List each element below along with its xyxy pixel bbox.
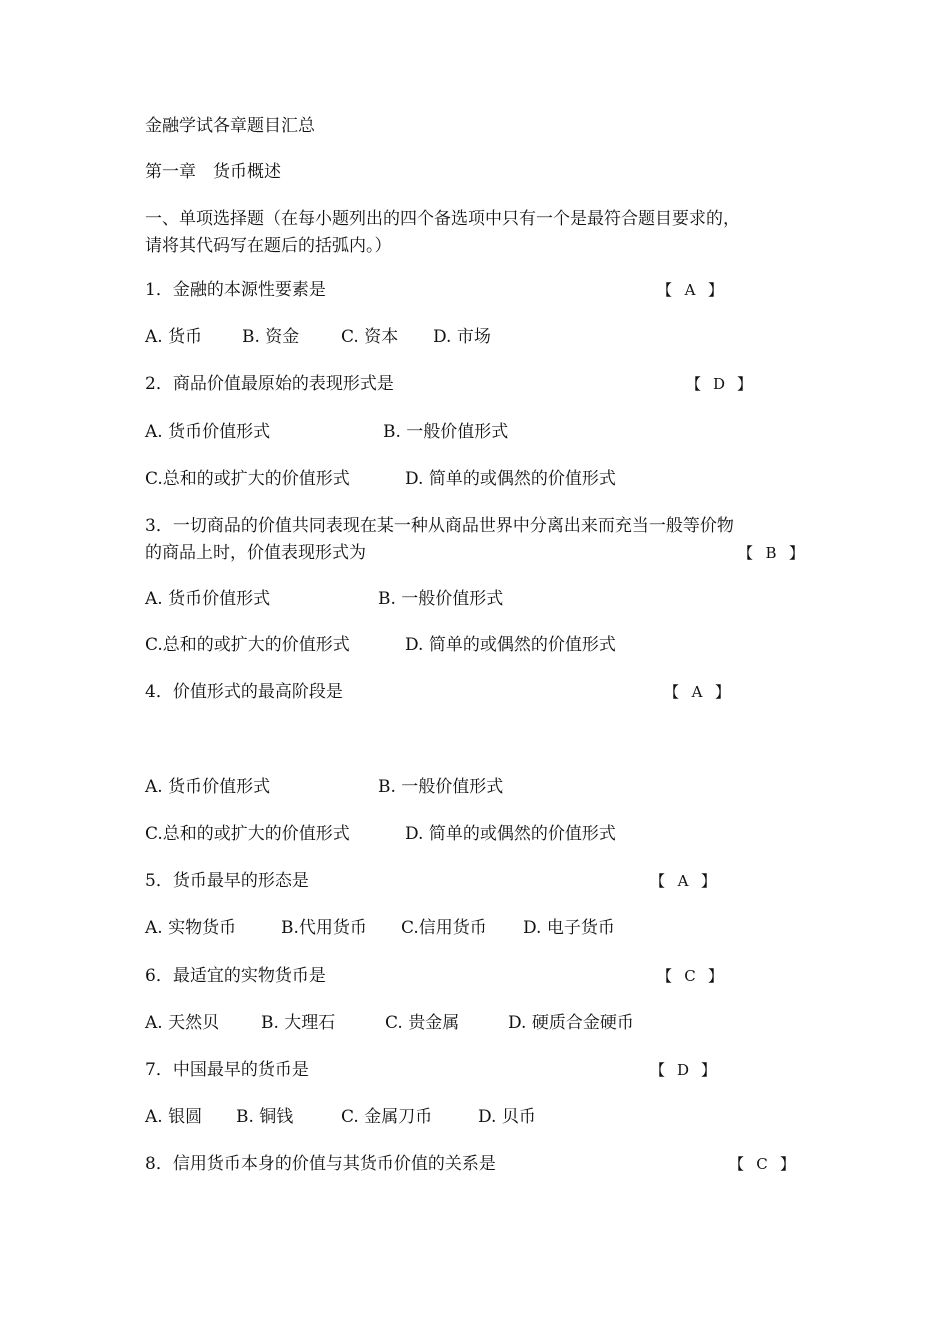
- option-3b: B. 一般价值形式: [378, 589, 504, 609]
- option-4b: B. 一般价值形式: [378, 777, 504, 797]
- option-6b: B. 大理石: [261, 1013, 336, 1033]
- option-1b: B. 资金: [242, 327, 300, 347]
- option-6c: C. 贵金属: [385, 1013, 460, 1033]
- option-7d: D. 贝币: [478, 1107, 536, 1127]
- question-4: 4．价值形式的最高阶段是: [145, 682, 343, 702]
- question-6: 6．最适宜的实物货币是: [145, 966, 326, 986]
- option-5b: B.代用货币: [281, 918, 367, 938]
- question-8: 8．信用货币本身的价值与其货币价值的关系是: [145, 1154, 496, 1174]
- option-3c: C.总和的或扩大的价值形式: [145, 635, 350, 655]
- question-3: 3．一切商品的价值共同表现在某一种从商品世界中分离出来而充当一般等价物: [145, 516, 734, 536]
- answer-7: 【 D 】: [650, 1061, 717, 1079]
- answer-3: 【 B 】: [738, 544, 805, 562]
- option-2a: A. 货币价值形式: [145, 422, 271, 442]
- option-4d: D. 简单的或偶然的价值形式: [405, 824, 616, 844]
- chapter-heading: 第一章 货币概述: [145, 162, 281, 182]
- option-5c: C.信用货币: [401, 918, 487, 938]
- option-7a: A. 银圆: [145, 1107, 203, 1127]
- option-2b: B. 一般价值形式: [383, 422, 509, 442]
- answer-5: 【 A 】: [650, 872, 717, 890]
- option-7b: B. 铜钱: [236, 1107, 294, 1127]
- answer-1: 【 A 】: [657, 281, 724, 299]
- option-2d: D. 简单的或偶然的价值形式: [405, 469, 616, 489]
- option-1a: A. 货币: [145, 327, 203, 347]
- option-3a: A. 货币价值形式: [145, 589, 271, 609]
- page-title: 金融学试各章题目汇总: [145, 116, 315, 136]
- option-4c: C.总和的或扩大的价值形式: [145, 824, 350, 844]
- question-3-cont: 的商品上时，价值表现形式为: [145, 543, 366, 563]
- section-instruction-line1: 一、单项选择题（在每小题列出的四个备选项中只有一个是最符合题目要求的，: [145, 209, 740, 229]
- option-6d: D. 硬质合金硬币: [508, 1013, 634, 1033]
- option-1c: C. 资本: [341, 327, 399, 347]
- answer-4: 【 A 】: [664, 683, 731, 701]
- answer-8: 【 C 】: [729, 1155, 796, 1173]
- option-5d: D. 电子货币: [523, 918, 615, 938]
- option-5a: A. 实物货币: [145, 918, 237, 938]
- option-4a: A. 货币价值形式: [145, 777, 271, 797]
- question-5: 5．货币最早的形态是: [145, 871, 309, 891]
- answer-6: 【 C 】: [657, 967, 724, 985]
- option-1d: D. 市场: [433, 327, 491, 347]
- question-1: 1．金融的本源性要素是: [145, 280, 326, 300]
- option-3d: D. 简单的或偶然的价值形式: [405, 635, 616, 655]
- option-7c: C. 金属刀币: [341, 1107, 433, 1127]
- option-6a: A. 天然贝: [145, 1013, 220, 1033]
- answer-2: 【 D 】: [686, 375, 753, 393]
- question-7: 7．中国最早的货币是: [145, 1060, 309, 1080]
- section-instruction-line2: 请将其代码写在题后的括弧内。）: [145, 236, 392, 256]
- option-2c: C.总和的或扩大的价值形式: [145, 469, 350, 489]
- question-2: 2．商品价值最原始的表现形式是: [145, 374, 394, 394]
